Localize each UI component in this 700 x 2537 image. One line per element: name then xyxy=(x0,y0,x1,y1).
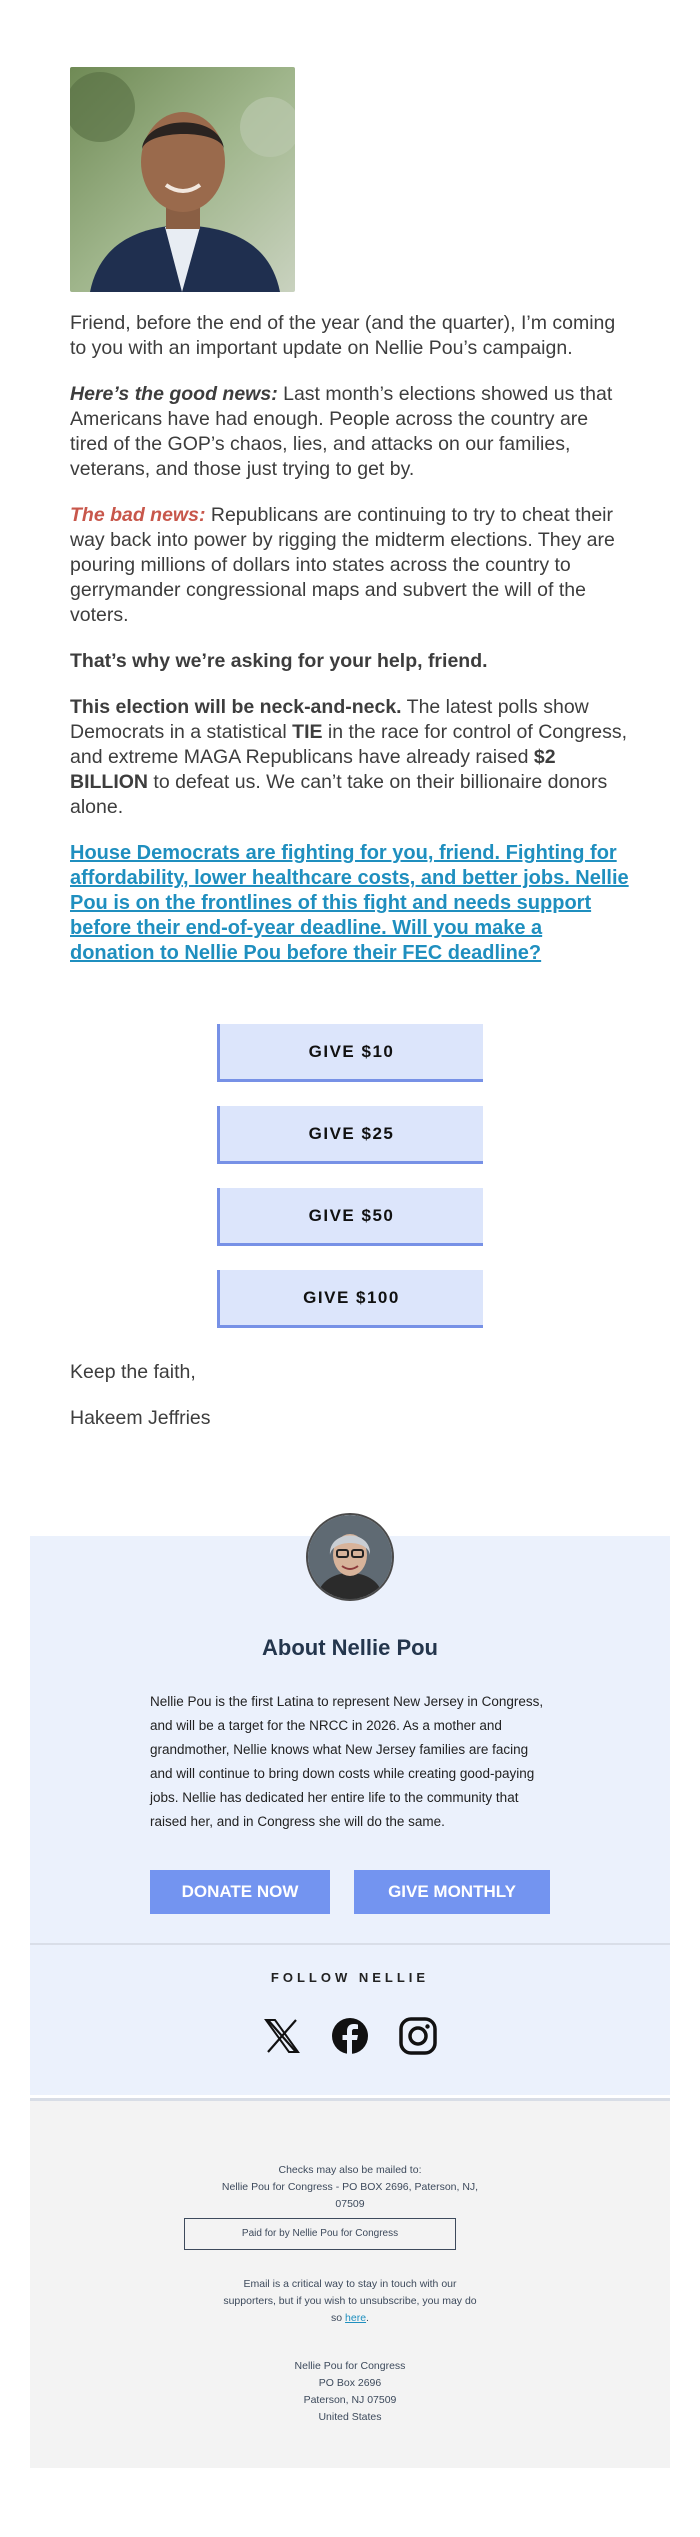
neck-text-2: in the race for control of Congress, and extreme MAGA Republicans have already raised xyxy=(70,721,628,768)
good-news-text: Last month’s elections showed us that Americans have had enough. People across the country are tired of the GOP’s chaos, lies, and attacks on our families, veterans, and those just trying to get by. xyxy=(70,383,613,480)
address-line-3: Paterson, NJ 07509 xyxy=(303,2394,397,2406)
checks-line-2: Nellie Pou for Congress - PO BOX 2696, Paterson, NJ, xyxy=(221,2181,479,2193)
bad-news-lead: The bad news: xyxy=(70,504,206,526)
donation-cta-link[interactable]: House Democrats are fighting for you, friend. Fighting for affordability, lower healthcare costs, and better jobs. Nellie Pou is on the frontlines of this fight and needs support before their end-of-year deadline. Will you make a donation to Nellie Pou before their FEC deadline? xyxy=(70,842,629,964)
billion-text: $2 BILLION xyxy=(70,746,556,793)
bad-news-text: Republicans are continuing to try to cheat their way back into power by rigging the midterm elections. They are pouring millions of dollars into states across the country to gerrymander congressional maps and subvert the will of the voters. xyxy=(70,504,615,626)
neck-lead: This election will be neck-and-neck. xyxy=(70,696,402,718)
good-news-paragraph xyxy=(70,382,630,482)
good-news-lead: Here’s the good news: xyxy=(70,383,278,405)
about-title: About Nellie Pou xyxy=(262,1635,438,1660)
paid-for-box: Paid for by Nellie Pou for Congress xyxy=(184,2218,456,2250)
ask-paragraph: That’s why we’re asking for your help, friend. xyxy=(70,650,488,672)
facebook-icon[interactable] xyxy=(330,2016,370,2056)
email-line-1: Email is a critical way to stay in touch with our xyxy=(243,2278,457,2290)
address-line-4: United States xyxy=(318,2411,382,2423)
address-line-2: PO Box 2696 xyxy=(318,2377,382,2389)
about-text: Nellie Pou is the first Latina to represent New Jersey in Congress, and will be a target for the NRCC in 2026. As a mother and grandmother, Nellie knows what New Jersey families are facing and will continue to bring down costs while creating good-paying jobs. Nellie has dedicated her entire life to the community that raised her, and in Congress she will do the same. xyxy=(150,1694,544,1829)
tie-text: TIE xyxy=(292,721,323,743)
checks-line-1: Checks may also be mailed to: xyxy=(278,2164,422,2176)
email-line-3 xyxy=(30,2310,670,2327)
checks-line-3: 07509 xyxy=(335,2198,365,2210)
give-50-button[interactable]: GIVE $50 xyxy=(217,1188,483,1246)
bad-news-paragraph xyxy=(70,503,630,628)
footer xyxy=(30,2098,670,2468)
neck-text-3: to defeat us. We can’t take on their billionaire donors alone. xyxy=(70,771,608,818)
closing-text: Keep the faith, xyxy=(70,1361,196,1383)
signature-name: Hakeem Jeffries xyxy=(70,1407,211,1429)
neck-text-1: The latest polls show Democrats in a statistical xyxy=(70,696,589,743)
letter-body xyxy=(70,311,630,966)
instagram-icon[interactable] xyxy=(398,2016,438,2056)
x-icon[interactable] xyxy=(262,2016,302,2056)
email-line-3-pre: so xyxy=(331,2312,346,2324)
give-100-button[interactable]: GIVE $100 xyxy=(217,1270,483,1328)
follow-label: FOLLOW NELLIE xyxy=(270,1970,430,1985)
address-line-1: Nellie Pou for Congress xyxy=(294,2360,406,2372)
donate-now-button[interactable]: DONATE NOW xyxy=(150,1870,330,1914)
email-line-2: supporters, but if you wish to unsubscribe, you may do xyxy=(223,2295,477,2307)
intro-paragraph: Friend, before the end of the year (and the quarter), I’m coming to you with an important update on Nellie Pou’s campaign. xyxy=(70,312,616,359)
unsubscribe-link[interactable]: here xyxy=(345,2312,367,2324)
neck-and-neck-paragraph xyxy=(70,695,630,820)
nellie-pou-avatar xyxy=(306,1513,394,1601)
give-monthly-button[interactable]: GIVE MONTHLY xyxy=(354,1870,550,1914)
email-line-3-post: . xyxy=(366,2312,369,2324)
give-10-button[interactable]: GIVE $10 xyxy=(217,1024,483,1082)
give-25-button[interactable]: GIVE $25 xyxy=(217,1106,483,1164)
hakeem-jeffries-photo xyxy=(70,67,295,292)
